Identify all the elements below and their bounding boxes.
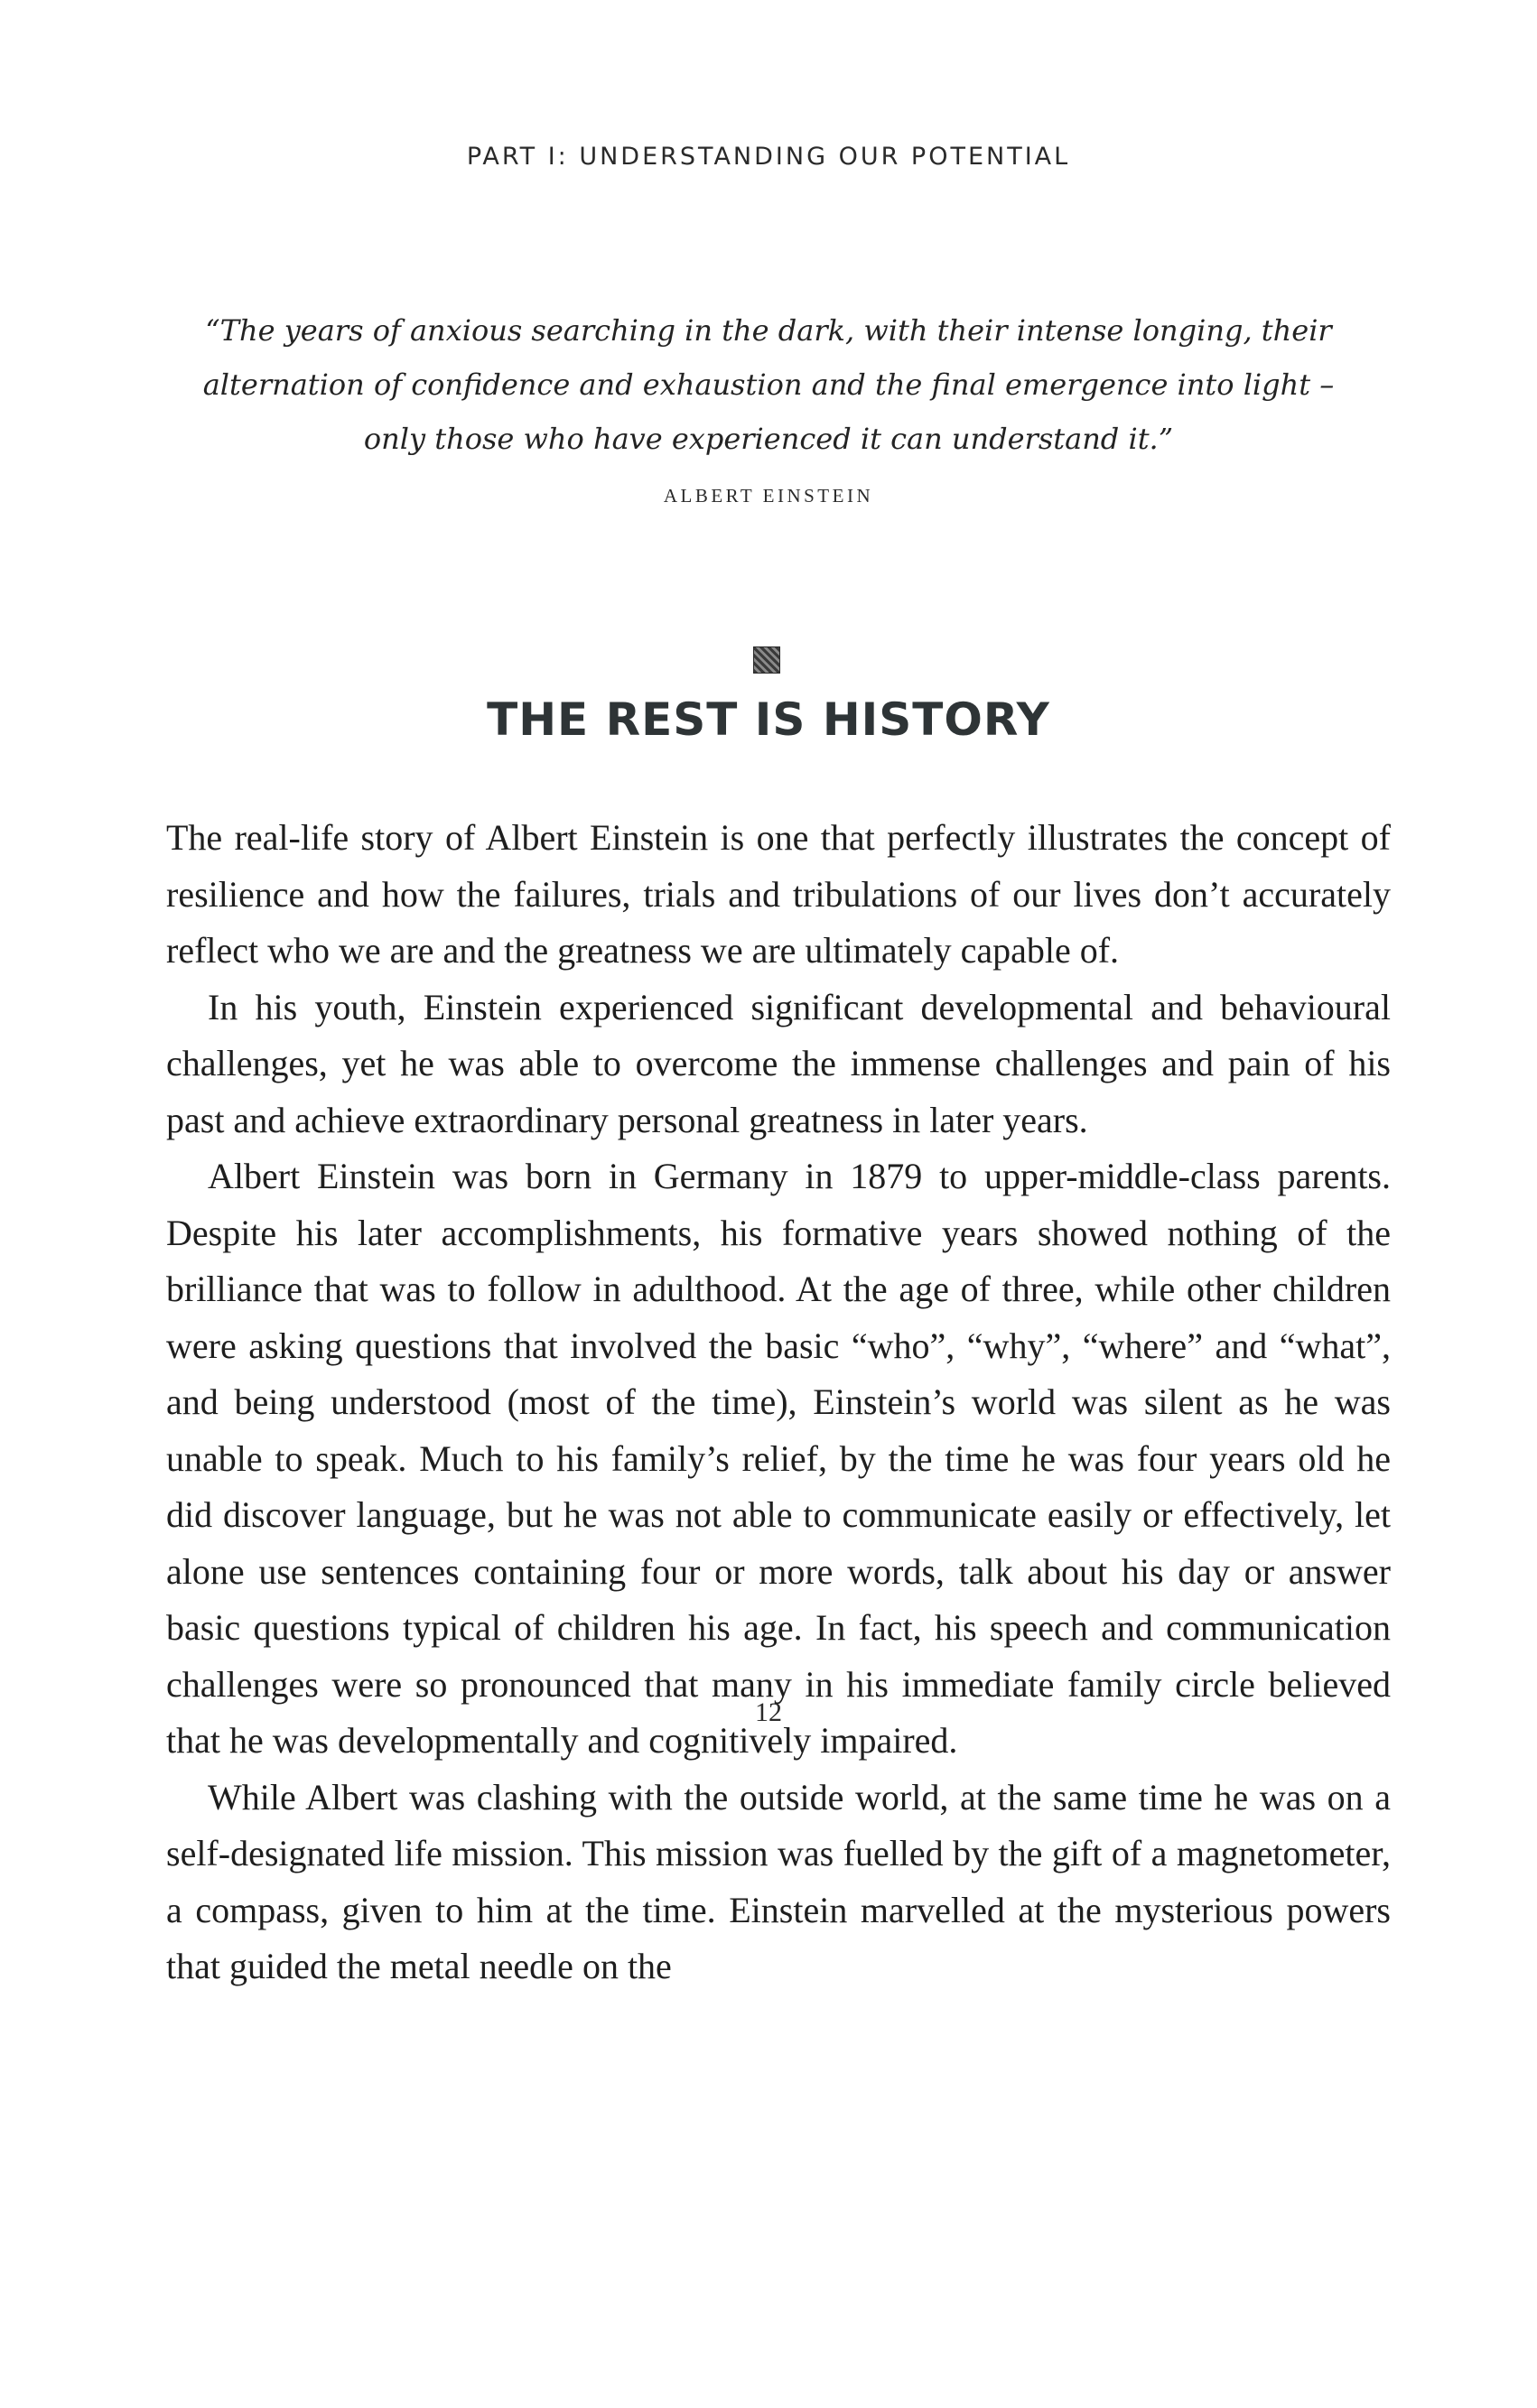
epigraph-line: only those who have experienced it can understand it.” — [363, 422, 1174, 456]
square-ornament-icon — [753, 646, 780, 674]
running-head: PART I: UNDERSTANDING OUR POTENTIAL — [466, 143, 1071, 171]
epigraph-quote — [199, 303, 1338, 466]
paragraph: While Albert was clashing with the outside world, at the same time he was on a self-designated life mission. This mission was fuelled by the gift of a magnetometer, a compass, given to him at the time. Einstein marvelled at the mysterious powers that guided the metal needle on the — [166, 1776, 1391, 1986]
paragraph: Albert Einstein was born in Germany in 1879 to upper-middle-class parents. Despite his later accomplishments, his formative years showed nothing of the brilliance that was to follow in adulthood. At the age of three, while other children were asking questions that involved the basic “who”, “why”, “where” and “what”, and being understood (most of the time), Einstein’s world was silent as he was unable to speak. Much to his family’s relief, by the time he was four years old he did discover language, but he was not able to communicate easily or effectively, let alone use sentences containing four or more words, talk about his day or answer basic questions typical of children his age. In fact, his speech and communication challenges were so pronounced that many in his immediate family circle believed that he was developmentally and cognitively impaired. — [166, 1156, 1391, 1761]
body-text — [166, 810, 1391, 1995]
paragraph: The real-life story of Albert Einstein is one that perfectly illustrates the concept of resilience and how the failures, trials and tribulations of our lives don’t accurately reflect who we are and the greatness we are ultimately capable of. — [166, 817, 1391, 971]
chapter-title: THE REST IS HISTORY — [487, 693, 1050, 746]
page-number: 12 — [755, 1697, 782, 1727]
paragraph: In his youth, Einstein experienced significant developmental and behavioural challenges, yet he was able to overcome the immense challenges and pain of his past and achieve extraordinary personal greatness in later years. — [166, 986, 1391, 1140]
epigraph-line: alternation of confidence and exhaustion and the final emergence into light – — [202, 367, 1335, 402]
epigraph-line: “The years of anxious searching in the dark, with their intense longing, their — [205, 313, 1332, 348]
epigraph-attribution: ALBERT EINSTEIN — [663, 485, 874, 507]
